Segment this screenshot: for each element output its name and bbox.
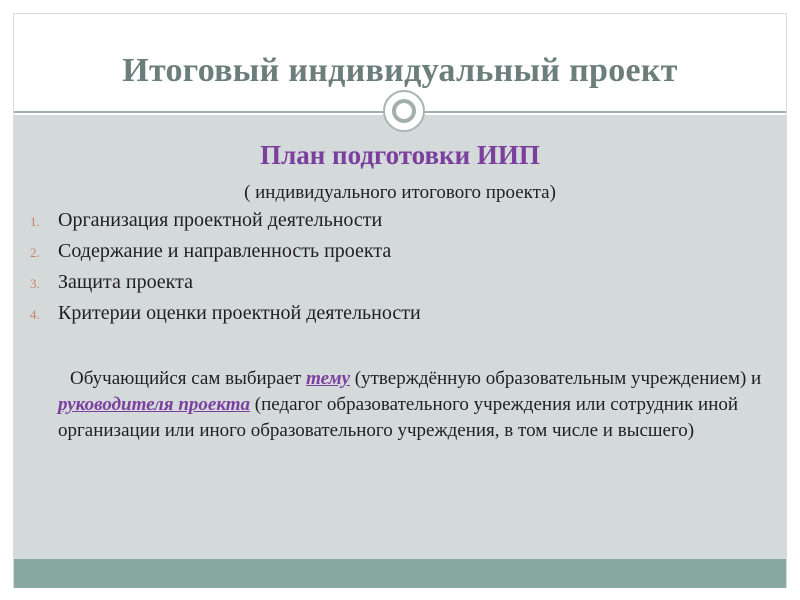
plan-item-text: Защита проекта: [58, 271, 193, 293]
plan-item-number: 4.: [30, 307, 40, 322]
topic-link[interactable]: тему: [306, 368, 351, 389]
plan-item-number: 2.: [30, 245, 40, 260]
circle-ornament-inner: [392, 99, 416, 123]
circle-ornament-icon: [383, 90, 425, 132]
footer-band: [14, 559, 786, 588]
plan-item: [30, 271, 750, 302]
project-supervisor-link[interactable]: руководителя проекта: [58, 394, 251, 415]
plan-item: [30, 209, 750, 240]
description-paragraph: [58, 366, 773, 444]
plan-item-text: Критерии оценки проектной деятельности: [58, 302, 421, 324]
paragraph-text-1: Обучающийся сам выбирает: [70, 368, 307, 389]
plan-list: [30, 209, 750, 333]
plan-item-text: Организация проектной деятельности: [58, 209, 383, 231]
plan-item-number: 1.: [30, 214, 40, 229]
plan-item-text: Содержание и направленность проекта: [58, 240, 392, 262]
plan-item: [30, 302, 750, 333]
plan-heading: План подготовки ИИП: [260, 140, 540, 170]
paragraph-text-3: (педагог образовательного учреждения или сотрудник иной организации или иного образовательного учреждения, в том числе и высшего): [58, 394, 739, 441]
plan-item-number: 3.: [30, 276, 40, 291]
slide-title: Итоговый индивидуальный проект: [122, 52, 678, 89]
plan-item: [30, 240, 750, 271]
plan-heading-note: ( индивидуального итогового проекта): [244, 182, 556, 203]
paragraph-text-2: (утверждённую образовательным учреждением) и: [350, 368, 762, 389]
